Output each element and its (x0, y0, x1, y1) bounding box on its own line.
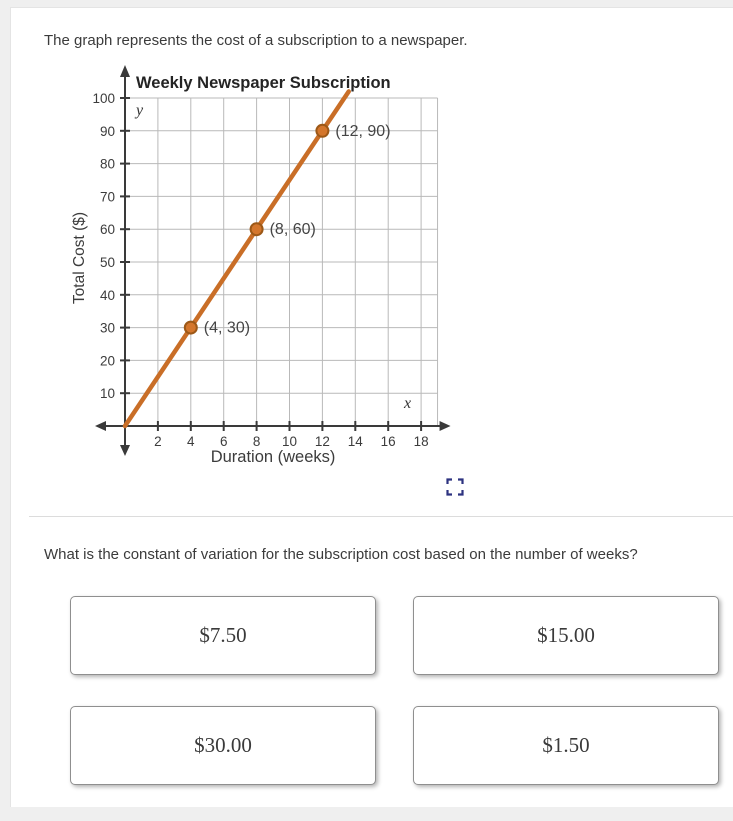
svg-text:18: 18 (413, 434, 429, 449)
answer-option-4[interactable]: $1.50 (413, 706, 719, 785)
intro-text: The graph represents the cost of a subscription to a newspaper. (44, 32, 468, 49)
answer-option-1[interactable]: $7.50 (70, 596, 376, 675)
svg-text:60: 60 (99, 222, 115, 238)
svg-text:16: 16 (380, 434, 396, 449)
svg-text:4: 4 (187, 434, 195, 449)
answer-option-3[interactable]: $30.00 (70, 706, 376, 785)
svg-text:Duration (weeks): Duration (weeks) (210, 448, 336, 466)
svg-text:90: 90 (99, 123, 115, 139)
svg-text:Weekly Newspaper Subscription: Weekly Newspaper Subscription (136, 74, 391, 92)
question-text: What is the constant of variation for the subscription cost based on the number of weeks? (44, 546, 638, 563)
expand-graph-button[interactable] (443, 476, 467, 500)
svg-text:80: 80 (99, 156, 115, 172)
svg-text:20: 20 (99, 353, 115, 369)
svg-text:(8, 60): (8, 60) (269, 221, 316, 239)
svg-text:x: x (404, 395, 412, 412)
svg-text:12: 12 (314, 434, 330, 449)
fullscreen-expand-icon (446, 478, 464, 496)
svg-text:(12, 90): (12, 90) (335, 122, 391, 140)
svg-text:y: y (136, 102, 144, 119)
svg-text:70: 70 (99, 189, 115, 205)
svg-text:6: 6 (219, 434, 228, 449)
subscription-graph (66, 61, 456, 476)
section-divider (29, 516, 733, 517)
svg-text:10: 10 (99, 386, 115, 402)
svg-text:8: 8 (252, 434, 261, 449)
svg-text:Total Cost ($): Total Cost ($) (71, 211, 88, 305)
svg-text:40: 40 (99, 287, 115, 303)
svg-text:50: 50 (99, 255, 115, 270)
svg-text:(4, 30): (4, 30) (203, 319, 251, 337)
svg-text:10: 10 (281, 434, 298, 449)
question-card (10, 7, 733, 807)
svg-text:100: 100 (92, 91, 115, 106)
svg-text:30: 30 (99, 320, 115, 336)
graph-container (66, 61, 456, 476)
svg-text:2: 2 (154, 434, 162, 449)
answer-option-2[interactable]: $15.00 (413, 596, 719, 675)
svg-text:14: 14 (347, 434, 363, 449)
